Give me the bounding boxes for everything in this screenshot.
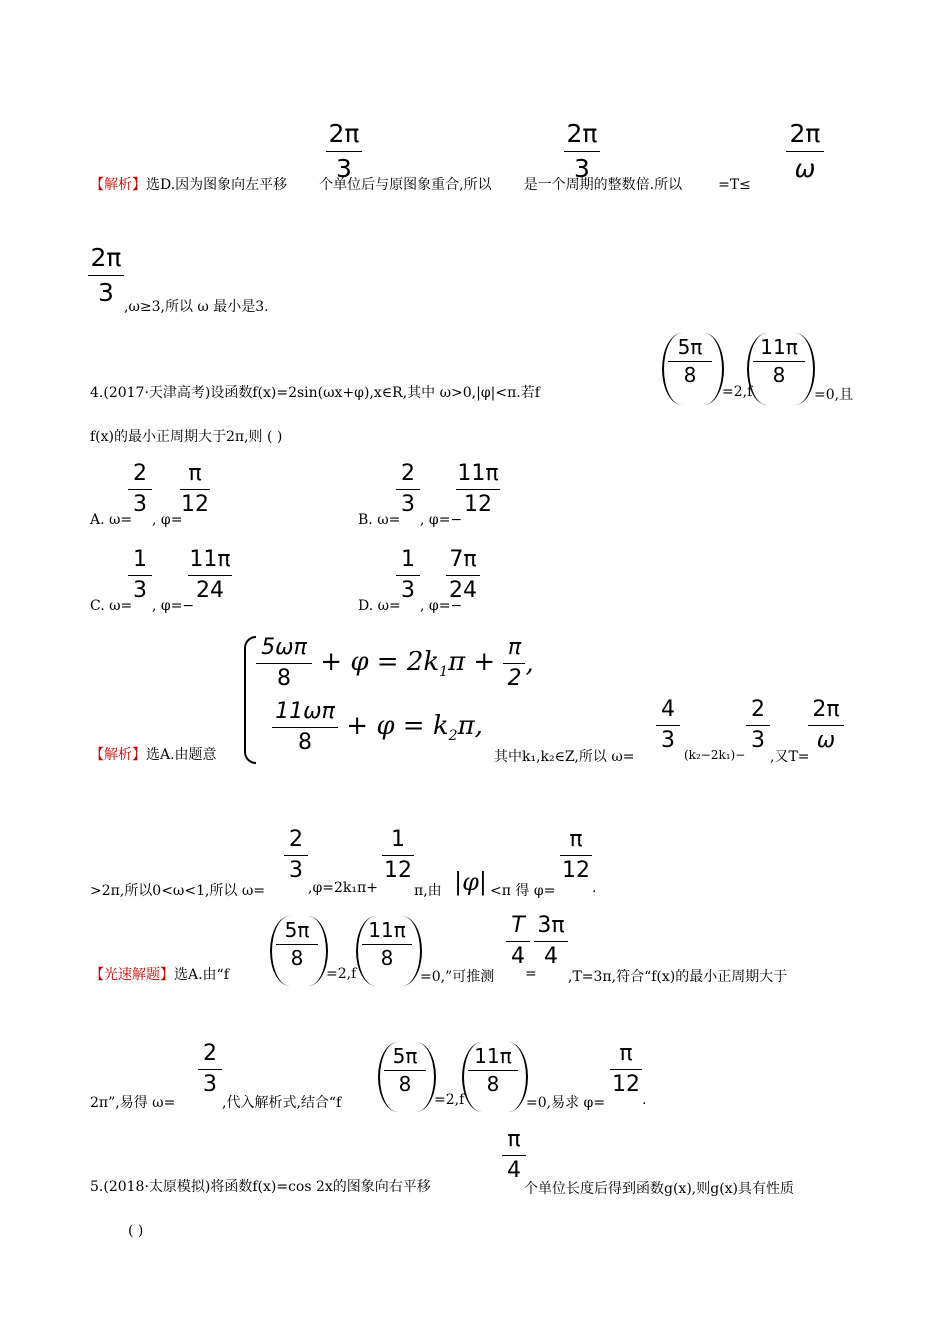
text: 4.(2017·天津高考)设函数f(x)=2sin(ωx+φ),x∈R,其中 ω>0,|φ|<π.若f <box>90 385 540 401</box>
fraction-11pi-over-24: 11π 24 <box>189 547 231 603</box>
text: 选D.因为图象向左平移 <box>146 177 288 193</box>
fraction-2pi-over-omega: 2π ω <box>808 696 844 755</box>
fast-solution-tag: 【光速解题】 <box>90 967 174 983</box>
fraction-7pi-over-24: 7π 24 <box>446 546 480 605</box>
fraction-2-over-3: 2 3 <box>746 696 770 755</box>
fraction-3pi-over-4: 3π 4 <box>534 912 568 971</box>
text: , φ=− <box>420 512 463 528</box>
fraction-1-over-3: 1 3 <box>396 546 420 605</box>
fast-solution-line-1 <box>90 966 229 984</box>
text: =2,f <box>326 966 357 982</box>
solution-4-line-1 <box>90 746 217 764</box>
text: =2,f <box>722 384 753 400</box>
option-b[interactable]: B. ω= <box>358 512 401 528</box>
fraction-11pi-over-8: 11π 8 <box>468 1044 518 1097</box>
option-a[interactable]: A. ω= <box>90 512 133 528</box>
fraction-5pi-over-8: 5π 8 <box>668 335 712 388</box>
text: >2π,所以0<ω<1,所以 ω= <box>90 883 266 899</box>
fraction-pi-over-12: π 12 <box>612 1041 640 1097</box>
fraction-2pi-over-3: 2π 3 <box>326 118 362 185</box>
text: , φ= <box>152 512 183 528</box>
fraction-2-over-3: 2 3 <box>198 1040 222 1099</box>
solution-tag: 【解析】 <box>90 747 146 763</box>
text: . <box>592 880 597 896</box>
fraction-2pi-over-3: 2π 3 <box>564 118 600 185</box>
fraction-5pi-over-8: 5π 8 <box>384 1044 426 1097</box>
solution-tag: 【解析】 <box>90 177 146 193</box>
question-4-stem-cont: f(x)的最小正周期大于2π,则 ( ) <box>90 429 283 445</box>
solution-paragraph-1 <box>90 176 751 194</box>
fraction-2-over-3: 2 3 <box>284 826 308 885</box>
text: =0,”可推测 <box>420 969 495 985</box>
option-d[interactable]: D. ω= <box>358 598 401 614</box>
fraction-pi-over-12: π 12 <box>562 827 590 883</box>
fraction-2-over-3: 2 3 <box>128 460 152 519</box>
text: 其中k₁,k₂∈Z,所以 ω= <box>494 749 635 765</box>
text: . <box>642 1092 647 1108</box>
text: π,由 <box>414 883 442 899</box>
text: ,代入解析式,结合“f <box>222 1095 342 1111</box>
equation-system-line-2: $\frac{11\omega\pi}{8}$ + $\varphi = k_2\pi$, <box>272 698 483 757</box>
fraction-2-over-3: 2 3 <box>396 460 420 519</box>
text: 个单位后与原图象重合,所以 <box>319 177 492 193</box>
fraction-2pi-over-3: 2π 3 <box>88 242 124 309</box>
text: 2π”,易得 ω= <box>90 1095 176 1111</box>
equation-system-line-1: $\frac{5\omega\pi}{8}$ + $\varphi = 2k_1\pi$ + $\frac{\pi}{2}$ , <box>256 634 534 693</box>
text: , φ=− <box>420 598 463 614</box>
text: ,φ=2k₁π+ <box>308 880 378 896</box>
fraction-11pi-over-8: 11π 8 <box>753 335 805 388</box>
fraction-5pi-over-8: 5π 8 <box>276 918 318 971</box>
fraction-1-over-3: 1 3 <box>128 546 152 605</box>
text: 个单位长度后得到函数g(x),则g(x)具有性质 <box>524 1181 795 1197</box>
text: (k₂−2k₁)− <box>684 748 746 762</box>
fraction-pi-over-12: π 12 <box>181 461 209 517</box>
fraction-2pi-over-omega: 2π ω <box>786 118 824 185</box>
text: =0,且 <box>814 387 854 403</box>
text: = <box>525 966 537 982</box>
text: =T≤ <box>718 177 751 193</box>
fraction-4-over-3: 4 3 <box>656 696 680 755</box>
fraction-1-over-12: 1 12 <box>384 827 412 883</box>
text: ,又T= <box>770 749 810 765</box>
solution-paragraph-1-cont: ,ω≥3,所以 ω 最小是3. <box>124 299 269 315</box>
fraction-T-over-4: T 4 <box>506 912 530 971</box>
system-brace <box>244 636 256 764</box>
text: =0,易求 φ= <box>526 1095 606 1111</box>
option-c[interactable]: C. ω= <box>90 598 133 614</box>
text: <π 得 φ= <box>490 883 556 899</box>
text: 选A.由“f <box>174 967 229 983</box>
text: ,T=3π,符合“f(x)的最小正周期大于 <box>568 969 788 985</box>
question-5-stem: 5.(2018·太原模拟)将函数f(x)=cos 2x的图象向右平移 <box>90 1179 431 1195</box>
text: 是一个周期的整数倍.所以 <box>523 177 683 193</box>
text: , φ=− <box>152 598 195 614</box>
fraction-pi-over-4: π 4 <box>502 1126 526 1185</box>
text: 选A.由题意 <box>146 747 217 763</box>
answer-paren: ( ) <box>128 1223 144 1239</box>
abs-phi: |φ| <box>454 868 487 896</box>
fraction-11pi-over-8: 11π 8 <box>362 918 412 971</box>
text: =2,f <box>434 1092 465 1108</box>
question-4-stem <box>90 384 540 402</box>
fraction-11pi-over-12: 11π 12 <box>457 461 499 517</box>
